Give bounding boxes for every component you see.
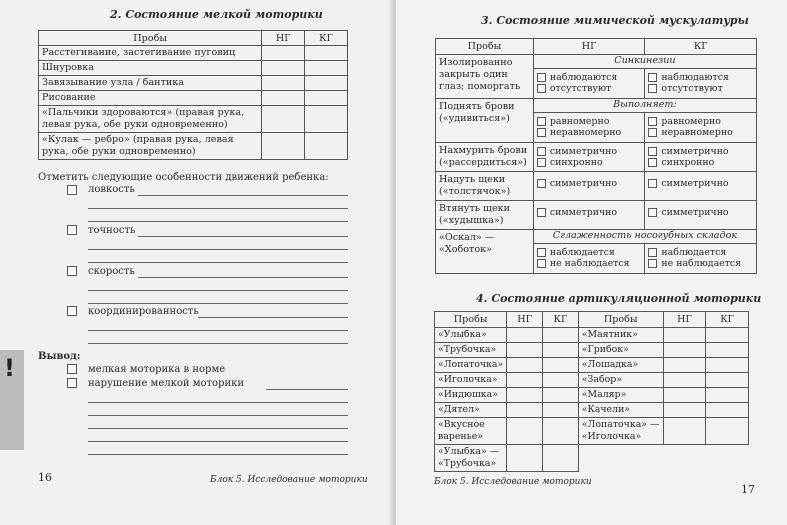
ng-options [533, 143, 645, 172]
option-label: синхронно [549, 157, 603, 168]
answer-line[interactable] [88, 428, 348, 429]
ng-cell[interactable] [507, 358, 543, 373]
header-ng: НГ [507, 312, 543, 328]
option-label: отсутствуют [549, 83, 612, 94]
section2-title: 2. Состояние мелкой моторики [110, 8, 323, 21]
feature-checkbox[interactable] [67, 306, 77, 316]
kg-cell[interactable] [706, 328, 749, 343]
option-label: наблюдаются [661, 72, 729, 83]
option-label: симметрично [549, 146, 618, 157]
features-prompt: Отметить следующие особенности движений ребенка: [38, 172, 329, 183]
fine-motor-table [38, 30, 348, 160]
ng-cell[interactable] [663, 343, 706, 358]
option-label: неравномерно [549, 127, 622, 138]
right-page [396, 0, 787, 525]
probe-cell: Надуть щеки («толстячок») [436, 172, 534, 201]
option-checkbox[interactable] [537, 73, 546, 82]
answer-line[interactable] [266, 389, 348, 390]
conclusion-label: мелкая моторика в норме [88, 364, 226, 375]
table-row: «Улыбка» — «Трубочка» [435, 445, 507, 472]
probe-cell: Втянуть щеки («худышка») [436, 201, 534, 230]
ng-cell[interactable] [507, 343, 543, 358]
probe-cell: Поднять брови («удивиться») [436, 99, 534, 143]
answer-line[interactable] [88, 262, 348, 263]
ng-cell[interactable] [262, 76, 305, 91]
kg-cell[interactable] [305, 46, 348, 61]
option-checkbox[interactable] [537, 259, 546, 268]
feature-label: координированность [88, 306, 199, 317]
table-row: «Маляр» [578, 388, 663, 403]
probe-cell: Нахмурить брови («рассердиться») [436, 143, 534, 172]
sub-heading: Сглаженность носогубных складок [533, 230, 756, 244]
table-row: «Маятник» [578, 328, 663, 343]
page-number: 17 [741, 483, 755, 496]
table-row: «Лошадка» [578, 358, 663, 373]
probe-cell: «Оскал» — «Хоботок» [436, 230, 534, 274]
answer-line[interactable] [138, 195, 348, 196]
ng-cell[interactable] [663, 328, 706, 343]
table-row: «Грибок» [578, 343, 663, 358]
header-ng: НГ [533, 39, 645, 55]
table-row: Шнуровка [39, 61, 262, 76]
kg-cell[interactable] [706, 343, 749, 358]
option-checkbox[interactable] [537, 147, 546, 156]
table-row: «Кулак — ребро» (правая рука, левая рука, обе руки одновременно) [39, 133, 262, 160]
answer-line[interactable] [88, 441, 348, 442]
option-label: синхронно [661, 157, 715, 168]
feature-label: ловкость [88, 184, 135, 195]
header-ng: НГ [262, 31, 305, 46]
kg-cell[interactable] [305, 91, 348, 106]
ng-cell[interactable] [507, 388, 543, 403]
conclusion-checkbox[interactable] [67, 364, 77, 374]
ng-options [533, 244, 645, 274]
table-row: «Качели» [578, 403, 663, 418]
ng-cell[interactable] [262, 61, 305, 76]
answer-line[interactable] [88, 249, 348, 250]
header-kg: КГ [543, 312, 579, 328]
option-label: симметрично [549, 178, 618, 189]
option-label: симметрично [661, 178, 729, 189]
table-row: Завязывание узла / бантика [39, 76, 262, 91]
left-page [0, 0, 392, 525]
answer-line[interactable] [88, 343, 348, 344]
option-checkbox[interactable] [648, 208, 657, 217]
answer-line[interactable] [88, 402, 348, 403]
conclusion-label: нарушение мелкой моторики [88, 378, 245, 389]
kg-cell[interactable] [305, 76, 348, 91]
ng-cell[interactable] [262, 46, 305, 61]
ng-options [533, 172, 645, 201]
ng-cell[interactable] [262, 106, 305, 133]
option-label: наблюдаются [549, 72, 618, 83]
table-row: «Лопаточка» [435, 358, 507, 373]
articulation-table [434, 311, 749, 472]
answer-line[interactable] [88, 454, 348, 455]
option-label: не наблюдается [661, 258, 742, 269]
ng-cell[interactable] [507, 418, 543, 445]
kg-options [645, 69, 757, 99]
kg-cell[interactable] [305, 106, 348, 133]
feature-checkbox[interactable] [67, 185, 77, 195]
answer-line[interactable] [88, 208, 348, 209]
kg-cell[interactable] [543, 373, 579, 388]
kg-cell[interactable] [543, 403, 579, 418]
header-ng: НГ [663, 312, 706, 328]
section4-title: 4. Состояние артикуляционной моторики [476, 292, 762, 305]
option-checkbox[interactable] [648, 117, 657, 126]
ng-cell[interactable] [663, 403, 706, 418]
option-checkbox[interactable] [537, 84, 546, 93]
feature-checkbox[interactable] [67, 225, 77, 235]
kg-cell[interactable] [543, 343, 579, 358]
option-label: симметрично [549, 207, 618, 218]
page-footer: Блок 5. Исследование моторики [434, 477, 592, 487]
ng-cell[interactable] [507, 373, 543, 388]
header-probes: Пробы [435, 312, 507, 328]
section3-title: 3. Состояние мимической мускулатуры [481, 14, 749, 27]
option-label: отсутствуют [661, 83, 723, 94]
table-row: «Улыбка» [435, 328, 507, 343]
option-label: равномерно [549, 116, 610, 127]
ng-cell[interactable] [507, 445, 543, 472]
feature-label: точность [88, 225, 136, 236]
table-row: «Индюшка» [435, 388, 507, 403]
table-row: «Иголочка» [435, 373, 507, 388]
kg-cell[interactable] [543, 328, 579, 343]
option-label: симметрично [661, 207, 729, 218]
header-probes: Пробы [436, 39, 534, 55]
sub-heading: Синкинезии [533, 55, 756, 69]
option-checkbox[interactable] [648, 259, 657, 268]
option-label: не наблюдается [549, 258, 630, 269]
table-row: «Пальчики здороваются» (правая рука, левая рука, обе руки одновременно) [39, 106, 262, 133]
option-label: равномерно [661, 116, 721, 127]
option-checkbox[interactable] [648, 128, 657, 137]
option-checkbox[interactable] [537, 248, 546, 257]
kg-options [645, 201, 757, 230]
ng-cell[interactable] [663, 418, 706, 445]
table-row: «Вкусное варенье» [435, 418, 507, 445]
header-kg: КГ [645, 39, 757, 55]
kg-cell[interactable] [543, 388, 579, 403]
ng-cell[interactable] [663, 388, 706, 403]
ng-cell[interactable] [262, 91, 305, 106]
kg-options [645, 113, 757, 143]
option-checkbox[interactable] [648, 84, 657, 93]
answer-line[interactable] [88, 330, 348, 331]
kg-cell[interactable] [706, 403, 749, 418]
kg-cell[interactable] [305, 133, 348, 160]
kg-cell[interactable] [706, 373, 749, 388]
feature-label: скорость [88, 266, 135, 277]
option-checkbox[interactable] [537, 128, 546, 137]
kg-cell[interactable] [706, 358, 749, 373]
kg-cell[interactable] [305, 61, 348, 76]
option-checkbox[interactable] [648, 147, 657, 156]
probe-cell: Изолированно закрыть один глаз; поморгать [436, 55, 534, 99]
warning-sidebar [0, 350, 24, 450]
kg-options [645, 244, 757, 274]
ng-cell[interactable] [507, 328, 543, 343]
kg-options [645, 172, 757, 201]
ng-cell[interactable] [507, 403, 543, 418]
header-kg: КГ [305, 31, 348, 46]
option-checkbox[interactable] [648, 179, 657, 188]
page-footer: Блок 5. Исследование моторики [210, 475, 368, 485]
table-row: Рисование [39, 91, 262, 106]
ng-options [533, 69, 645, 99]
ng-cell[interactable] [262, 133, 305, 160]
table-row: «Дятел» [435, 403, 507, 418]
answer-line[interactable] [198, 317, 348, 318]
facial-muscle-table [435, 38, 757, 274]
kg-cell[interactable] [543, 445, 579, 472]
sub-heading: Выполняет: [533, 99, 756, 113]
option-checkbox[interactable] [537, 208, 546, 217]
table-row: «Забор» [578, 373, 663, 388]
ng-cell[interactable] [663, 373, 706, 388]
option-checkbox[interactable] [648, 73, 657, 82]
option-label: наблюдается [549, 247, 615, 258]
header-kg: КГ [706, 312, 749, 328]
kg-cell[interactable] [706, 388, 749, 403]
conclusion-title: Вывод: [38, 351, 81, 362]
table-row: «Лопаточка» — «Иголочка» [578, 418, 663, 445]
kg-cell[interactable] [543, 358, 579, 373]
exclamation-icon: ! [4, 354, 15, 382]
conclusion-checkbox[interactable] [67, 378, 77, 388]
kg-options [645, 143, 757, 172]
option-checkbox[interactable] [537, 117, 546, 126]
table-row: «Трубочка» [435, 343, 507, 358]
answer-line[interactable] [88, 415, 348, 416]
option-label: наблюдается [661, 247, 727, 258]
option-checkbox[interactable] [648, 248, 657, 257]
table-row: Расстегивание, застегивание пуговиц [39, 46, 262, 61]
feature-checkbox[interactable] [67, 266, 77, 276]
page-number: 16 [38, 471, 52, 484]
answer-line[interactable] [88, 290, 348, 291]
kg-cell[interactable] [706, 418, 749, 445]
header-probes: Пробы [39, 31, 262, 46]
answer-line[interactable] [88, 303, 348, 304]
option-checkbox[interactable] [537, 179, 546, 188]
ng-options [533, 201, 645, 230]
option-label: неравномерно [661, 127, 733, 138]
option-label: симметрично [661, 146, 729, 157]
header-probes: Пробы [578, 312, 663, 328]
answer-line[interactable] [138, 277, 348, 278]
kg-cell[interactable] [543, 418, 579, 445]
option-checkbox[interactable] [537, 158, 546, 167]
ng-options [533, 113, 645, 143]
option-checkbox[interactable] [648, 158, 657, 167]
answer-line[interactable] [138, 236, 348, 237]
ng-cell[interactable] [663, 358, 706, 373]
answer-line[interactable] [88, 221, 348, 222]
